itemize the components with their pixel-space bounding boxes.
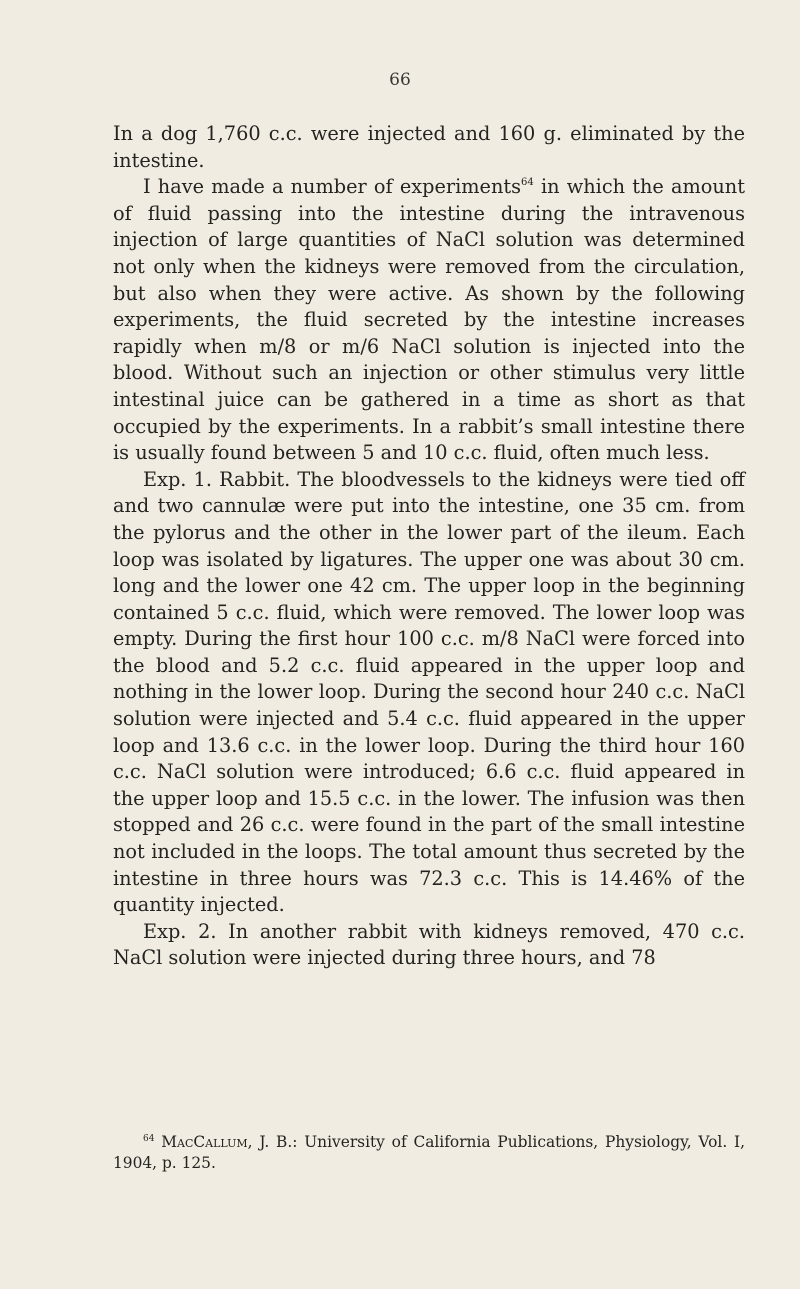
footnote-citation: , J. B.: University of California Publications, Physiology, Vol. I, 1904, p. 125. <box>113 1133 745 1172</box>
paragraph: Exp. 1. Rabbit. The bloodvessels to the kidneys were tied off and two cannulæ were put into the intestine, one 35 cm. from the pylorus and the other in the lower part of the ileum. Each loop was isolated by ligatures. The upper one was about 30 cm. long and the lower one 42 cm. The upper loop in the beginning contained 5 c.c. fluid, which were removed. The lower loop was empty. During the first hour 100 c.c. m/8 NaCl were forced into the blood and 5.2 c.c. fluid appeared in the upper loop and nothing in the lower loop. During the second hour 240 c.c. NaCl solution were injected and 5.4 c.c. fluid appeared in the upper loop and 13.6 c.c. in the lower loop. During the third hour 160 c.c. NaCl solution were introduced; 6.6 c.c. fluid appeared in the upper loop and 15.5 c.c. in the lower. The infusion was then stopped and 26 c.c. were found in the part of the small intestine not included in the loops. The total amount thus secreted by the intestine in three hours was 72.3 c.c. This is 14.46% of the quantity injected. <box>113 467 745 917</box>
paragraph: In a dog 1,760 c.c. were injected and 160 g. eliminated by the intestine. <box>113 122 745 172</box>
footnote <box>113 1132 745 1174</box>
paragraph-text: I have made a number of experiments <box>143 175 522 199</box>
paragraph <box>113 174 745 467</box>
footnote-author: MacCallum <box>161 1133 248 1151</box>
paragraph-text: in which the amount of fluid passing into the intestine during the intravenous injection of large quantities of NaCl solution was determined not only when the kidneys were removed from the circulation, but also when they were active. As shown by the following experiments, the fluid secreted by the intestine increases rapidly when m/8 or m/6 NaCl solution is injected into the blood. Without such an injection or other stimulus very little intestinal juice can be gathered in a time as short as that occupied by the experiments. In a rabbit’s small intestine there is usually found between 5 and 10 c.c. fluid, often much less. <box>113 175 745 465</box>
footnote-mark: 64 <box>143 1134 155 1144</box>
body-text <box>113 121 745 972</box>
paragraph: Exp. 2. In another rabbit with kidneys removed, 470 c.c. NaCl solution were injected during three hours, and 78 <box>113 919 745 970</box>
footnote-reference: 64 <box>521 177 534 189</box>
page-number: 66 <box>389 70 411 90</box>
